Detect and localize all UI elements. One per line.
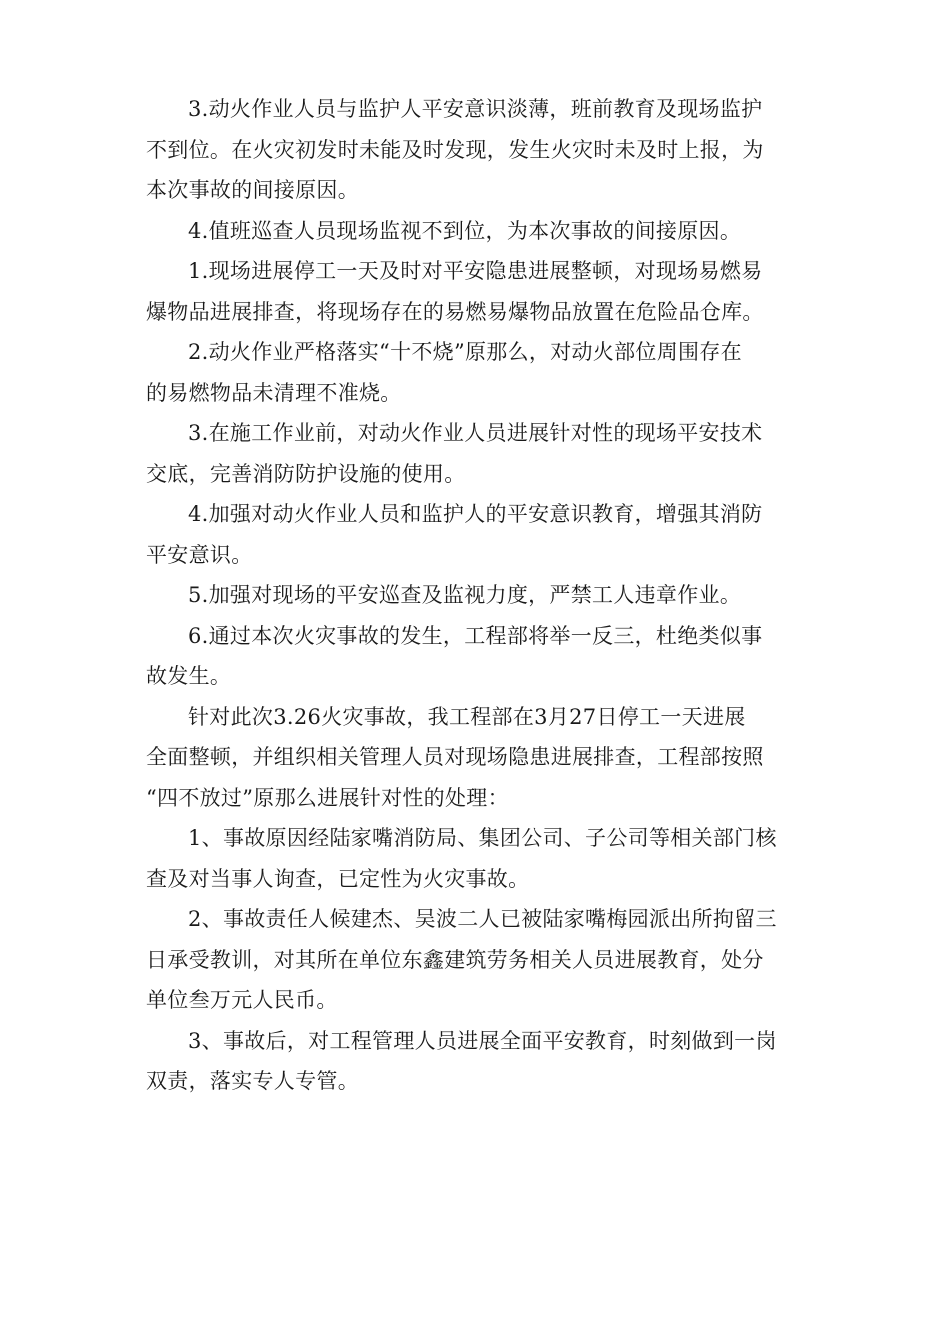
text-line: 不到位。在火灾初发时未能及时发现，发生火灾时未及时上报，为: [146, 137, 764, 162]
paragraph-cause-3: [146, 89, 806, 211]
text-line: 针对此次3.26火灾事故，我工程部在3月27日停工一天进展: [188, 704, 746, 729]
paragraph-measure-3: [146, 413, 806, 494]
document-body: [146, 89, 806, 1102]
text-line: 单位叁万元人民币。: [146, 988, 338, 1012]
paragraph-handling-3: [146, 1021, 806, 1102]
text-line: 1.现场进展停工一天及时对平安隐患进展整顿，对现场易燃易: [188, 259, 763, 283]
text-line: 4.加强对动火作业人员和监护人的平安意识教育，增强其消防: [188, 502, 763, 526]
paragraph-measure-1: [146, 251, 806, 332]
text-line: 6.通过本次火灾事故的发生，工程部将举一反三，杜绝类似事: [188, 623, 763, 648]
paragraph-measure-2: [146, 332, 806, 413]
paragraph-handling-1: [146, 818, 806, 899]
text-line: 2.动火作业严格落实“十不烧”原那么，对动火部位周围存在: [188, 340, 742, 364]
text-line: 日承受教训，对其所在单位东鑫建筑劳务相关人员进展教育，处分: [146, 947, 764, 972]
text-line: 3.动火作业人员与监护人平安意识淡薄，班前教育及现场监护: [188, 97, 763, 121]
paragraph-handling-intro: [146, 697, 806, 819]
text-line: 查及对当事人询查，已定性为火灾事故。: [146, 866, 530, 891]
text-line: 双责，落实专人专管。: [146, 1069, 359, 1093]
text-line: 本次事故的间接原因。: [146, 178, 359, 202]
text-line: 平安意识。: [146, 542, 253, 567]
text-line: 5.加强对现场的平安巡查及监视力度，严禁工人违章作业。: [188, 583, 742, 607]
text-line: 3、事故后，对工程管理人员进展全面平安教育，时刻做到一岗: [188, 1028, 777, 1053]
text-line: 故发生。: [146, 664, 232, 688]
text-line: 全面整顿，并组织相关管理人员对现场隐患进展排查，工程部按照: [146, 745, 764, 769]
paragraph-handling-2: [146, 899, 806, 1021]
paragraph-measure-4: [146, 494, 806, 575]
paragraph-measure-6: [146, 616, 806, 697]
paragraph-measure-5: [146, 575, 806, 616]
text-line: 2、事故责任人候建杰、吴波二人已被陆家嘴梅园派出所拘留三: [188, 907, 777, 931]
text-line: 4.值班巡查人员现场监视不到位，为本次事故的间接原因。: [188, 218, 742, 243]
text-line: 爆物品进展排查，将现场存在的易燃易爆物品放置在危险品仓库。: [146, 299, 764, 324]
text-line: “四不放过”原那么进展针对性的处理：: [146, 785, 509, 810]
paragraph-cause-4: [146, 211, 806, 252]
text-line: 的易燃物品未清理不准烧。: [146, 380, 402, 405]
text-line: 1、事故原因经陆家嘴消防局、集团公司、子公司等相关部门核: [188, 826, 777, 850]
text-line: 3.在施工作业前，对动火作业人员进展针对性的现场平安技术: [188, 421, 763, 445]
text-line: 交底，完善消防防护设施的使用。: [146, 461, 466, 486]
